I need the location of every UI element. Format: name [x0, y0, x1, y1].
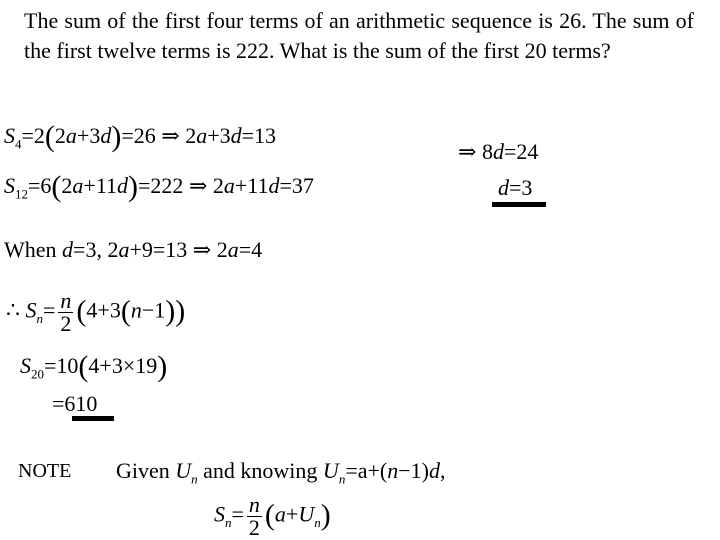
eq-text: −1 [398, 458, 422, 483]
note-label: NOTE [18, 460, 72, 482]
eq-text: 4+3 [86, 297, 121, 323]
implies-icon: ⇒ [161, 123, 180, 148]
eq-text: =2 [21, 123, 45, 148]
eight-d-equation [458, 138, 538, 166]
eq-text: n [36, 310, 43, 326]
note-given: Given $U_n$ and knowing $U_n=a+(n-1)d$, [116, 458, 446, 487]
eq-text: d [498, 175, 509, 200]
eq-text: a [65, 123, 77, 148]
eq-text: U [298, 501, 315, 527]
eq-text: =3 [509, 175, 533, 200]
eq-text: S [4, 123, 15, 148]
eq-text: d [117, 173, 129, 198]
eq-text: = [231, 501, 244, 527]
eq-text: 4 [15, 136, 22, 152]
s4-equation [4, 122, 276, 158]
eq-text: U [175, 458, 192, 483]
note-sn-formula [214, 494, 331, 539]
eq-text: a [274, 501, 286, 527]
d-result [498, 174, 532, 202]
underline-bar [492, 202, 546, 207]
sn-formula [6, 290, 185, 335]
eq-text: a [196, 123, 208, 148]
eq-text: S [25, 297, 37, 323]
eq-text: d [100, 123, 112, 148]
paren: ) [320, 498, 331, 532]
eq-text: S [214, 501, 225, 527]
eq-text: =26 [121, 123, 156, 148]
eq-text: n [191, 471, 198, 487]
eq-text: n [130, 297, 142, 323]
eq-text: d [268, 173, 280, 198]
eq-text: =24 [503, 139, 539, 164]
eq-text: When [4, 237, 57, 262]
eq-text: 8 [481, 139, 493, 164]
eq-text: +3 [207, 123, 231, 148]
eq-text: +9=13 [129, 237, 188, 262]
eq-text: 2 [216, 237, 228, 262]
eq-text: + [285, 501, 299, 527]
eq-text: d [492, 139, 504, 164]
eq-text: =13 [241, 123, 277, 148]
paren: ( [78, 350, 89, 383]
underline-bar [72, 416, 114, 421]
paren: ( [51, 170, 62, 203]
eq-text: d [62, 237, 74, 262]
eq-text: =37 [279, 173, 314, 198]
eq-text: d [428, 458, 440, 483]
paren: ) [111, 120, 122, 153]
eq-text: 2 [54, 123, 66, 148]
eq-text: 20 [31, 366, 44, 382]
eq-text: +11 [234, 173, 269, 198]
eq-text: 2 [60, 311, 72, 336]
eq-text: S [20, 353, 31, 378]
paren: ( [76, 294, 87, 328]
eq-text: =a+ [345, 458, 380, 483]
eq-text: U [322, 458, 339, 483]
eq-text: n [338, 471, 346, 487]
when-equation [4, 236, 262, 264]
eq-text: 12 [15, 186, 28, 202]
eq-text: n [225, 514, 232, 530]
eq-text: a [118, 237, 130, 262]
implies-icon: ⇒ [188, 173, 208, 198]
eq-text: −1 [141, 297, 166, 323]
eq-text: and knowing [203, 458, 318, 483]
fraction [58, 290, 73, 335]
eq-text: 2 [248, 515, 260, 540]
paren: ( [44, 120, 55, 153]
eq-text: a [72, 173, 84, 198]
s20-equation [20, 352, 167, 388]
eq-text: 2 [61, 173, 73, 198]
eq-text: a [223, 173, 235, 198]
eq-text: =10 [44, 353, 79, 378]
eq-text: =3, [73, 237, 102, 262]
eq-text: a [227, 237, 239, 262]
implies-icon: ⇒ [192, 237, 212, 262]
eq-text: = [43, 297, 56, 323]
eq-text: =4 [238, 237, 263, 262]
paren: )) [165, 294, 186, 328]
eq-text: =6 [28, 173, 52, 198]
eq-text: S [4, 173, 15, 198]
eq-text: n [314, 514, 321, 530]
s12-equation [4, 172, 314, 208]
paren: ( [264, 498, 275, 532]
eq-text: 2 [185, 123, 197, 148]
fraction [247, 494, 262, 539]
therefore-icon: ∴ [6, 297, 20, 323]
eq-text: n [387, 458, 399, 483]
paren: ) [128, 170, 139, 203]
eq-text: +3 [76, 123, 101, 148]
eq-text: 2 [212, 173, 224, 198]
eq-text: =222 [138, 173, 184, 198]
eq-text: Given [116, 458, 170, 483]
question-text: The sum of the first four terms of an arithmetic sequence is 26. The sum of the first twelve terms is 222. What is the sum of the first 20 terms? [24, 8, 694, 63]
eq-text: 4+3×19 [88, 353, 158, 378]
eq-text: , [439, 458, 446, 483]
implies-icon: ⇒ [458, 139, 477, 164]
paren: ) [157, 350, 168, 383]
eq-text: 2 [107, 237, 119, 262]
eq-text: +11 [83, 173, 118, 198]
eq-text: n [60, 288, 72, 313]
eq-text: d [230, 123, 242, 148]
eq-text: n [248, 492, 260, 517]
s20-result: =610 [52, 391, 98, 416]
paren: ( [120, 294, 131, 328]
